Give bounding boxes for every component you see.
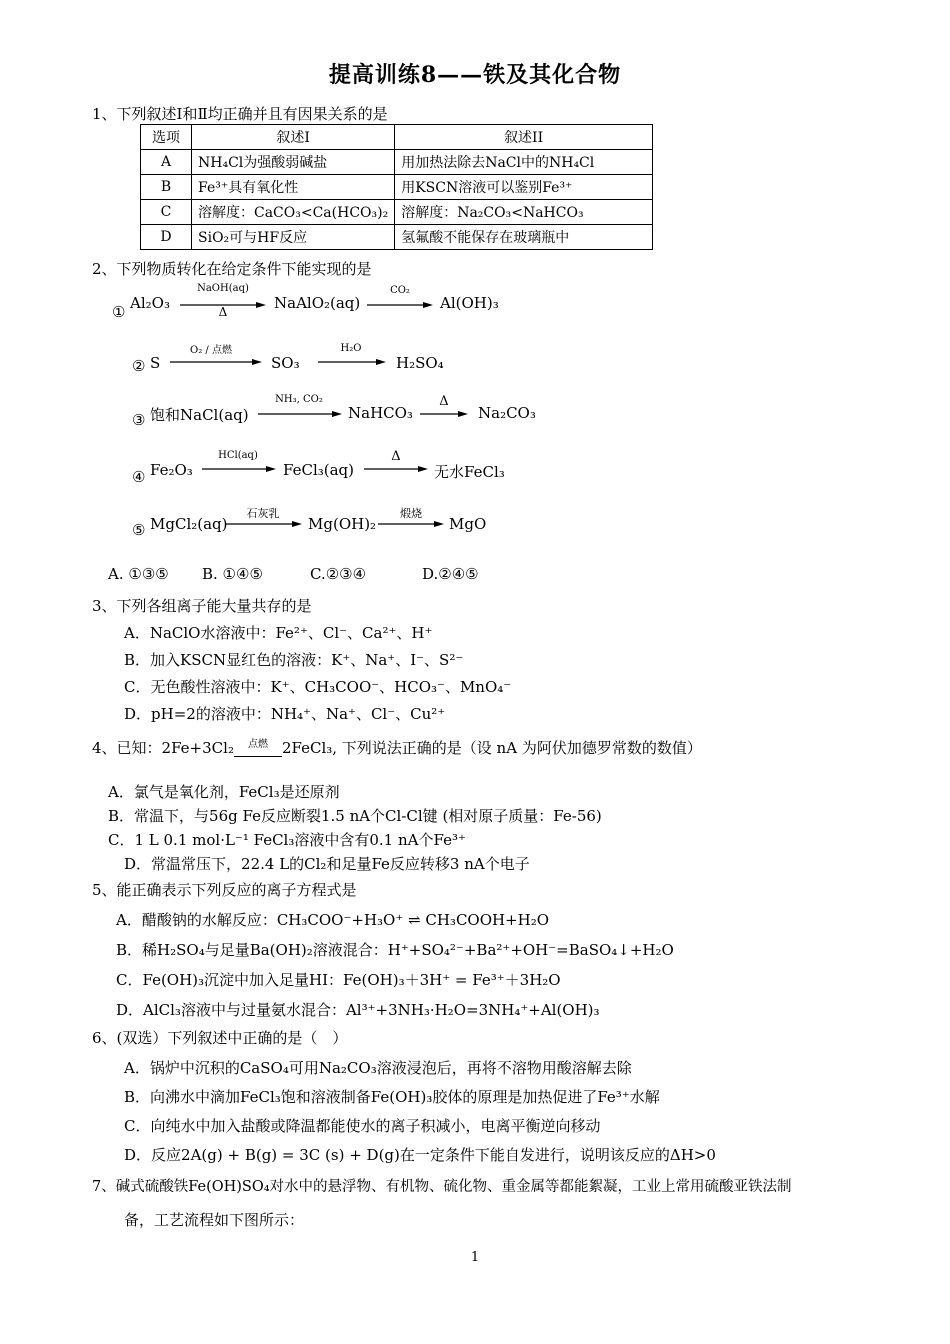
q4-option-c: C．1 L 0.1 mol·L⁻¹ FeCl₃溶液中含有0.1 nA个Fe³⁺ [108,831,466,849]
arrow-condition-top: H₂O [340,343,362,354]
arrow-condition-top: 石灰乳 [246,507,280,520]
intermediate: FeCl₃(aq) [283,461,355,479]
reaction-arrow [226,521,302,529]
table-cell: 溶解度：CaCO₃<Ca(HCO₃)₂ [192,200,395,225]
table-header: 叙述II [395,125,653,150]
q3-option-b: B．加入KSCN显红色的溶液：K⁺、Na⁺、I⁻、S²⁻ [124,651,464,669]
reactant: MgCl₂(aq) [150,515,228,533]
q4-stem-pre: 4、已知：2Fe+3Cl₂ [92,739,234,757]
q7-stem-line1: 7、碱式硫酸铁Fe(OH)SO₄对水中的悬浮物、有机物、硫化物、重金属等都能絮凝，工业上常用硫酸亚铁法制 [92,1179,792,1195]
table-cell: C [141,200,192,225]
product: Al(OH)₃ [440,294,499,312]
q2-option-d: D.②④⑤ [422,565,479,583]
table-cell: 用加热法除去NaCl中的NH₄Cl [395,150,653,175]
table-header: 叙述I [192,125,395,150]
table-header-row [141,125,653,150]
q6-option-b: B．向沸水中滴加FeCl₃饱和溶液制备Fe(OH)₃胶体的原理是加热促进了Fe³⁺水解 [124,1088,660,1106]
q6-stem: 6、(双选）下列叙述中正确的是（ ） [92,1029,348,1047]
reaction-number: ④ [132,468,146,486]
intermediate: NaHCO₃ [348,404,413,422]
q1-table [140,124,653,250]
reactant: Fe₂O₃ [150,461,193,479]
q1-stem: 1、下列叙述Ⅰ和Ⅱ均正确并且有因果关系的是 [92,105,388,123]
table-row [141,200,653,225]
table-cell: 氢氟酸不能保存在玻璃瓶中 [395,225,653,250]
table-cell: B [141,175,192,200]
q6-option-d: D．反应2A(g) + B(g) = 3C (s) + D(g)在一定条件下能自发进行，说明该反应的ΔH>0 [124,1146,716,1164]
q5-option-b: B．稀H₂SO₄与足量Ba(OH)₂溶液混合：H⁺+SO₄²⁻+Ba²⁺+OH⁻=BaSO₄↓+H₂O [116,941,674,959]
reaction-arrow [378,521,444,529]
q3-stem: 3、下列各组离子能大量共存的是 [92,597,312,615]
q5-stem: 5、能正确表示下列反应的离子方程式是 [92,881,357,899]
table-cell: NH₄Cl为强酸弱碱盐 [192,150,395,175]
arrow-condition-bottom: Δ [218,305,228,319]
reaction-number: ③ [132,411,146,429]
table-cell: 用KSCN溶液可以鉴别Fe³⁺ [395,175,653,200]
product: 无水FeCl₃ [434,463,505,481]
q2-stem: 2、下列物质转化在给定条件下能实现的是 [92,260,372,278]
reaction-number: ② [132,357,146,375]
reactant: S [150,354,161,372]
table-row [141,225,653,250]
q2-option-a: A. ①③⑤ [108,565,169,583]
reaction-number: ① [112,303,126,321]
reaction-condition-bar [234,737,282,757]
reactant: 饱和NaCl(aq) [150,406,249,424]
table-cell: 溶解度：Na₂CO₃<NaHCO₃ [395,200,653,225]
q4-option-b: B．常温下，与56g Fe反应断裂1.5 nA个Cl-Cl键 (相对原子质量：Fe-56) [108,807,602,825]
reaction-number: ⑤ [132,521,146,539]
q6-option-a: A．锅炉中沉积的CaSO₄可用Na₂CO₃溶液浸泡后，再将不溶物用酸溶解去除 [124,1059,632,1077]
product: H₂SO₄ [396,354,444,372]
q5-option-c: C．Fe(OH)₃沉淀中加入足量HI：Fe(OH)₃＋3H⁺ = Fe³⁺＋3H₂O [116,971,561,989]
table-header: 选项 [141,125,192,150]
arrow-condition-top: CO₂ [390,285,410,296]
q3-option-a: A．NaClO水溶液中：Fe²⁺、Cl⁻、Ca²⁺、H⁺ [124,624,433,642]
table-cell: SiO₂可与HF反应 [192,225,395,250]
table-cell: Fe³⁺具有氧化性 [192,175,395,200]
table-row [141,150,653,175]
product: Na₂CO₃ [478,404,536,422]
q5-option-d: D．AlCl₃溶液中与过量氨水混合：Al³⁺+3NH₃·H₂O=3NH₄⁺+Al(OH)₃ [116,1001,600,1019]
q2-option-c: C.②③④ [310,565,367,583]
reaction-arrow [318,359,386,367]
q3-option-d: D．pH=2的溶液中：NH₄⁺、Na⁺、Cl⁻、Cu²⁺ [124,705,446,723]
reaction-arrow [258,411,342,419]
reaction-arrow [170,359,262,367]
arrow-condition-top: O₂ / 点燃 [190,345,232,356]
reaction-arrow [202,466,276,474]
arrow-condition-top: HCl(aq) [218,450,258,461]
q4-condition: 点燃 [247,739,268,750]
q2-option-b: B. ①④⑤ [202,565,263,583]
intermediate: Mg(OH)₂ [308,515,377,533]
reaction-arrow [420,411,468,419]
arrow-condition-top: NaOH(aq) [197,283,249,294]
product: MgO [449,515,487,533]
table-row [141,175,653,200]
q5-option-a: A．醋酸钠的水解反应：CH₃COO⁻+H₃O⁺ ⇌ CH₃COOH+H₂O [116,911,550,929]
page-title: 提高训练8——铁及其化合物 [328,62,622,88]
intermediate: NaAlO₂(aq) [274,294,361,312]
q4-option-a: A．氯气是氧化剂，FeCl₃是还原剂 [108,783,340,801]
arrow-condition-top: 煅烧 [400,507,422,520]
table-cell: A [141,150,192,175]
reaction-arrow [364,466,428,474]
q4-stem [92,737,702,758]
q3-option-c: C．无色酸性溶液中：K⁺、CH₃COO⁻、HCO₃⁻、MnO₄⁻ [124,678,512,696]
table-cell: D [141,225,192,250]
q7-stem-line2: 备，工艺流程如下图所示： [124,1211,305,1229]
reaction-arrow [367,302,433,310]
arrow-condition-top: Δ [391,449,401,464]
q4-stem-post: 2FeCl₃, 下列说法正确的是（设 nA 为阿伏加德罗常数的数值） [281,739,702,757]
arrow-condition-top: Δ [439,394,449,409]
q4-option-d: D．常温常压下，22.4 L的Cl₂和足量Fe反应转移3 nA个电子 [124,855,530,873]
reactant: Al₂O₃ [130,294,170,312]
arrow-condition-top: NH₃, CO₂ [275,394,323,405]
intermediate: SO₃ [271,354,300,372]
page-number: 1 [470,1250,480,1265]
q6-option-c: C．向纯水中加入盐酸或降温都能使水的离子积减小，电离平衡逆向移动 [124,1117,601,1135]
